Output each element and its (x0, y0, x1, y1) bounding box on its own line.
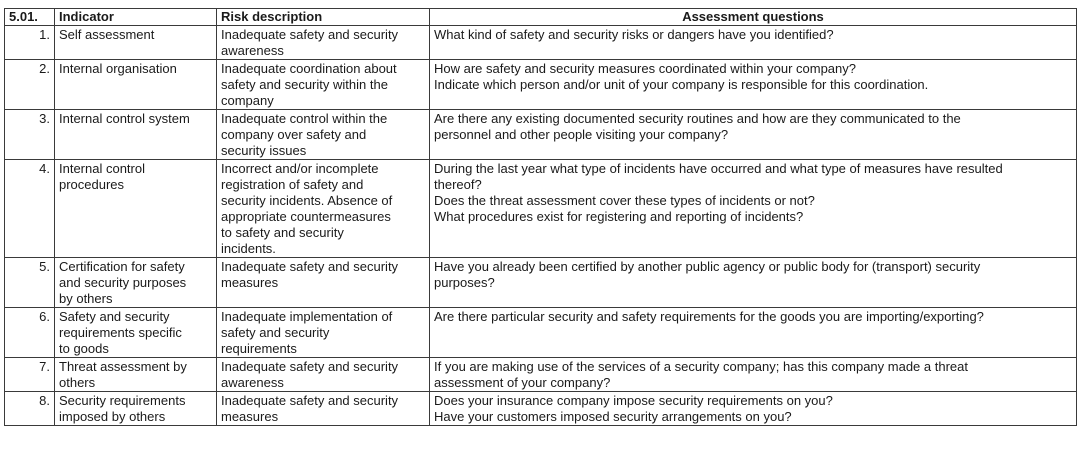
section-number-header: 5.01. (5, 9, 55, 26)
assessment-question-line: Does the threat assessment cover these types of incidents or not? (434, 193, 815, 208)
assessment-question-line: Have you already been certified by another public agency or public body for (transport) security (434, 259, 981, 274)
risk-description-line: awareness (221, 43, 284, 58)
row-number: 6. (5, 308, 55, 358)
risk-description-header: Risk description (217, 9, 430, 26)
assessment-questions-cell (430, 392, 1077, 426)
indicator-line: Threat assessment by (59, 359, 187, 374)
indicator-line: to goods (59, 341, 109, 356)
assessment-questions-header: Assessment questions (430, 9, 1077, 26)
risk-description-line: measures (221, 275, 279, 290)
assessment-questions-cell (430, 110, 1077, 160)
row-number: 8. (5, 392, 55, 426)
assessment-question-line: If you are making use of the services of a security company; has this company made a threat (434, 359, 968, 374)
assessment-question-line: purposes? (434, 275, 495, 290)
risk-description-line: Inadequate implementation of (221, 309, 393, 324)
header-row (5, 9, 1077, 26)
risk-description-line: Inadequate safety and security (221, 359, 399, 374)
assessment-question-line: Are there particular security and safety requirements for the goods you are importing/exporting? (434, 309, 984, 324)
risk-description-line: Inadequate safety and security (221, 259, 399, 274)
row-number: 3. (5, 110, 55, 160)
table-row (5, 258, 1077, 308)
assessment-questions-cell (430, 358, 1077, 392)
assessment-question-line: personnel and other people visiting your company? (434, 127, 729, 142)
indicator-line: Self assessment (59, 27, 155, 42)
risk-description-line: awareness (221, 375, 284, 390)
assessment-question-line: Have your customers imposed security arrangements on you? (434, 409, 792, 424)
risk-description-cell (217, 26, 430, 60)
assessment-table (4, 8, 1077, 426)
risk-description-line: safety and security (221, 325, 330, 340)
table-row (5, 110, 1077, 160)
assessment-question-line: thereof? (434, 177, 482, 192)
risk-description-line: Inadequate safety and security (221, 27, 399, 42)
table-header (5, 9, 1077, 26)
risk-description-cell (217, 258, 430, 308)
indicator-cell (55, 258, 217, 308)
indicator-cell (55, 160, 217, 258)
indicator-line: procedures (59, 177, 125, 192)
assessment-question-line: During the last year what type of incidents have occurred and what type of measures have resulted (434, 161, 1003, 176)
assessment-questions-cell (430, 258, 1077, 308)
table-row (5, 358, 1077, 392)
table-body (5, 26, 1077, 426)
indicator-line: Safety and security (59, 309, 170, 324)
row-number: 2. (5, 60, 55, 110)
assessment-questions-cell (430, 26, 1077, 60)
risk-description-line: security incidents. Absence of (221, 193, 393, 208)
indicator-cell (55, 358, 217, 392)
risk-description-line: Incorrect and/or incomplete (221, 161, 379, 176)
risk-description-cell (217, 110, 430, 160)
indicator-line: requirements specific (59, 325, 182, 340)
assessment-questions-cell (430, 308, 1077, 358)
indicator-line: Security requirements (59, 393, 186, 408)
indicator-line: and security purposes (59, 275, 187, 290)
table-row (5, 392, 1077, 426)
risk-description-cell (217, 358, 430, 392)
indicator-line: by others (59, 291, 113, 306)
assessment-question-line: Are there any existing documented security routines and how are they communicated to the (434, 111, 961, 126)
risk-description-line: safety and security within the (221, 77, 388, 92)
assessment-questions-cell (430, 60, 1077, 110)
indicator-line: Internal organisation (59, 61, 177, 76)
indicator-cell (55, 60, 217, 110)
assessment-question-line: What procedures exist for registering and reporting of incidents? (434, 209, 804, 224)
risk-description-line: requirements (221, 341, 297, 356)
indicator-cell (55, 26, 217, 60)
assessment-question-line: assessment of your company? (434, 375, 611, 390)
assessment-question-line: What kind of safety and security risks or dangers have you identified? (434, 27, 834, 42)
indicator-line: Certification for safety (59, 259, 185, 274)
assessment-question-line: How are safety and security measures coordinated within your company? (434, 61, 856, 76)
row-number: 5. (5, 258, 55, 308)
assessment-questions-cell (430, 160, 1077, 258)
assessment-question-line: Does your insurance company impose security requirements on you? (434, 393, 833, 408)
risk-description-line: registration of safety and (221, 177, 364, 192)
table-row (5, 60, 1077, 110)
assessment-question-line: Indicate which person and/or unit of your company is responsible for this coordination. (434, 77, 929, 92)
risk-description-line: to safety and security (221, 225, 344, 240)
table-row (5, 26, 1077, 60)
indicator-line: imposed by others (59, 409, 166, 424)
risk-description-line: appropriate countermeasures (221, 209, 391, 224)
risk-description-line: Inadequate control within the (221, 111, 388, 126)
risk-description-line: Inadequate safety and security (221, 393, 399, 408)
risk-description-cell (217, 60, 430, 110)
risk-description-line: company over safety and (221, 127, 367, 142)
indicator-line: Internal control (59, 161, 145, 176)
row-number: 7. (5, 358, 55, 392)
risk-description-line: company (221, 93, 274, 108)
risk-description-line: security issues (221, 143, 307, 158)
row-number: 1. (5, 26, 55, 60)
indicator-line: Internal control system (59, 111, 190, 126)
risk-description-cell (217, 392, 430, 426)
indicator-header: Indicator (55, 9, 217, 26)
risk-description-line: measures (221, 409, 279, 424)
indicator-cell (55, 110, 217, 160)
indicator-line: others (59, 375, 96, 390)
indicator-cell (55, 392, 217, 426)
indicator-cell (55, 308, 217, 358)
table-row (5, 308, 1077, 358)
risk-description-line: incidents. (221, 241, 276, 256)
table-row (5, 160, 1077, 258)
row-number: 4. (5, 160, 55, 258)
risk-description-cell (217, 308, 430, 358)
risk-description-line: Inadequate coordination about (221, 61, 397, 76)
risk-description-cell (217, 160, 430, 258)
